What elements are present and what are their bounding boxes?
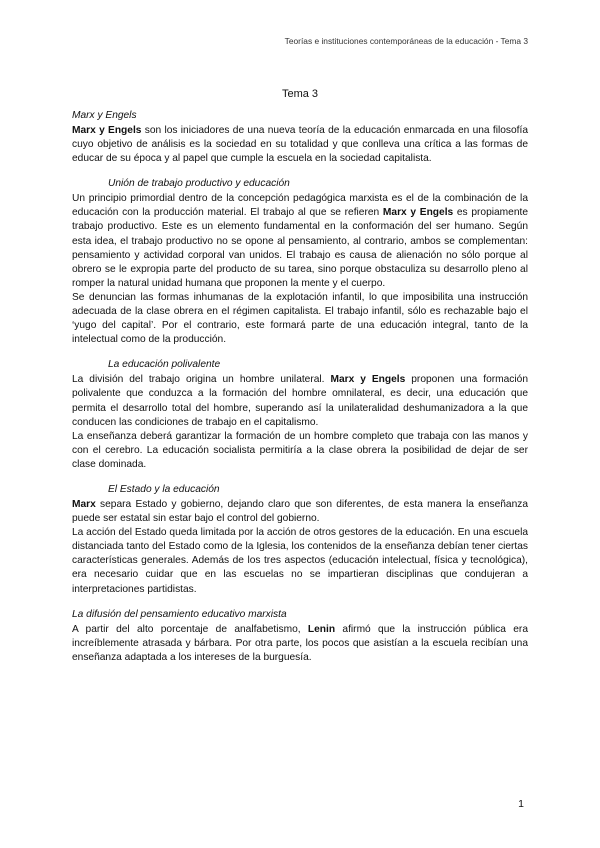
bold-name: Marx y Engels — [330, 374, 406, 386]
paragraph — [72, 498, 528, 526]
paragraph-text: separa Estado y gobierno, dejando claro que son diferentes, de esta manera la enseñanza puede ser estatal sin estar bajo el control del gobierno. — [72, 498, 528, 525]
bold-name: Lenin — [307, 623, 336, 635]
paragraph — [72, 124, 528, 166]
paragraph-text: A partir del alto porcentaje de analfabetismo, — [72, 623, 308, 635]
page-number: 1 — [518, 798, 524, 810]
paragraph-text: es propiamente trabajo productivo. Este es un elemento fundamental en la conformación del ser humano. Según esta idea, el trabajo productivo no se opone al pensamiento, al contrario, ambos se complementan: pensamiento y actividad corporal van unidos. El trabajo es causa de alienación no sólo porque al obrero se le expropia parte del producto de su tarea, sino porque obstaculiza su desarrollo pleno al romper la natural unidad humana que proponen la mente y el cuerpo. — [72, 207, 528, 289]
section-heading-trabajo-productivo: Unión de trabajo productivo y educación — [108, 178, 290, 190]
paragraph-text: proponen una formación polivalente que conduzca a la formación del hombre omnilateral, es decir, una educación que permita el desarrollo total del hombre, superando así la unilateralidad deshumanizadora a la que conducen las condiciones de trabajo en el capitalismo. — [72, 374, 529, 428]
paragraph-text: afirmó que la instrucción pública era increíblemente atrasada y bárbara. Por otra parte, los pocos que asistían a la escuela recibían una enseñanza adaptada a los intereses de la burguesía. — [72, 623, 528, 663]
section-heading-difusion: La difusión del pensamiento educativo marxista — [72, 608, 287, 620]
paragraph — [72, 291, 528, 347]
paragraph — [72, 623, 528, 665]
section-heading-educacion-polivalente: La educación polivalente — [108, 359, 221, 371]
paragraph — [72, 192, 528, 291]
bold-name: Marx y Engels — [382, 207, 454, 219]
paragraph-text: Se denuncian las formas inhumanas de la explotación infantil, lo que imposibilita una instrucción adecuada de la clase obrera en el régimen capitalista. El trabajo infantil, sólo es rechazable bajo el ‘yugo del capital’. Por el contrario, este formará parte de una educación integral, tanto de la intelectual como de la producción. — [72, 291, 528, 346]
paragraph-text: La enseñanza deberá garantizar la formación de un hombre completo que trabaja con las manos y con el cerebro. La educación socialista permitiría a la clase obrera la posibilidad de dejar de ser clase dominada. — [72, 430, 528, 470]
paragraph-text: Un principio primordial dentro de la concepción pedagógica marxista es el de la combinación de la educación con la producción material. El trabajo al que se refieren — [72, 193, 528, 219]
paragraph — [72, 373, 528, 429]
document-body — [72, 88, 528, 665]
paragraph — [72, 430, 528, 472]
section-heading-estado-educacion: El Estado y la educación — [108, 483, 220, 495]
paragraph-text: son los iniciadores de una nueva teoría de la educación enmarcada en una filosofía cuyo objetivo de análisis es la sociedad en su totalidad y que conlleva una crítica a las formas de educar de su época y al papel que cumple la escuela en la sociedad capitalista. — [72, 125, 528, 165]
paragraph-text: La división del trabajo origina un hombre unilateral. — [72, 374, 331, 386]
document-title: Tema 3 — [281, 88, 319, 100]
section-heading-marx-engels: Marx y Engels — [72, 110, 137, 121]
running-header: Teorías e instituciones contemporáneas de la educación - Tema 3 — [284, 36, 528, 46]
bold-name: Marx — [72, 498, 96, 510]
bold-name: Marx y Engels — [72, 125, 142, 136]
paragraph-text: La acción del Estado queda limitada por la acción de otros gestores de la educación. En una escuela distanciada tanto del Estado como de la Iglesia, los contenidos de la enseñanza debían tener ciertas características generales. Además de los tres aspectos (educación intelectual, física y tecnológica), era necesario cuidar que en las escuelas no se impartieran disciplinas que condujeran a interpretaciones partidistas. — [72, 527, 528, 595]
paragraph — [72, 526, 528, 596]
